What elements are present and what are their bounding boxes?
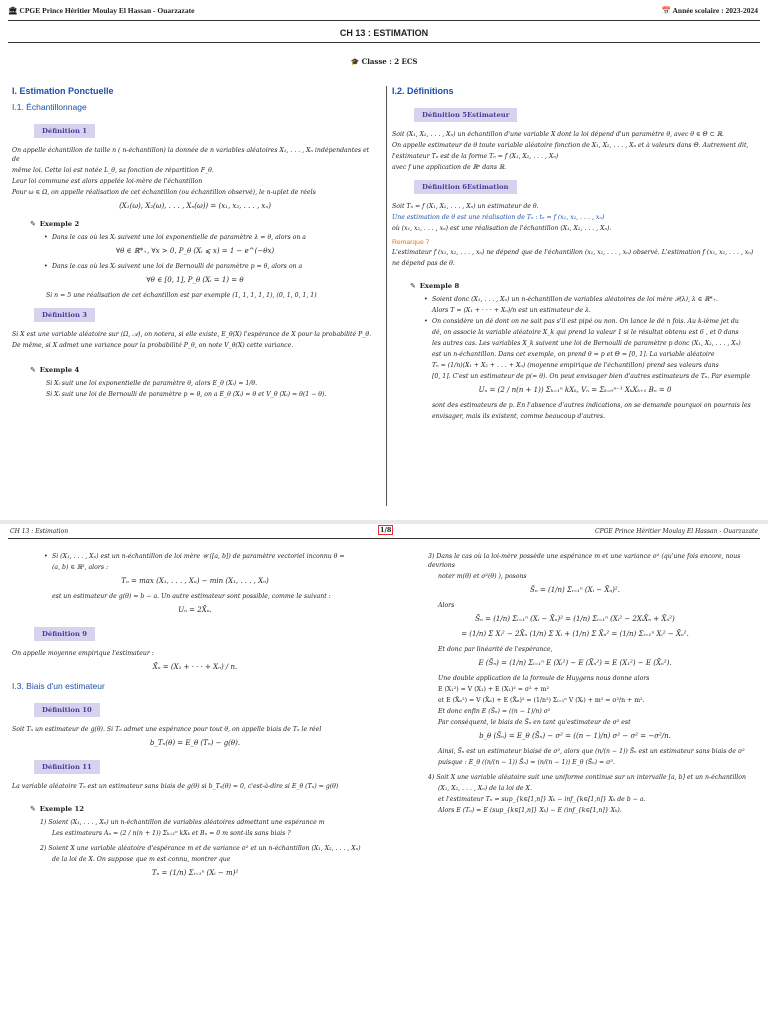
text: Alors (438, 602, 455, 609)
page1-left-column (12, 86, 378, 520)
header-rule (8, 20, 760, 21)
footer-rule (8, 538, 760, 539)
text: est un estimateur de g(θ) = b − a. Un autre estimateur sont possible, comme le suivant : (52, 593, 331, 600)
example-2-heading: ✎ Exemple 2 (30, 220, 80, 228)
subsection-title: I.2. Définitions (392, 86, 454, 96)
formula: Uₙ = 2X̄ₙ. (178, 606, 212, 614)
def9-text: On appelle moyenne empirique l'estimateur : (12, 650, 154, 657)
def5-line: l'estimateur Tₙ est de la forme Tₙ = f (X₁, X₂, . . . , Xₙ) (392, 153, 559, 160)
remark-7-title: Remarque 7 (392, 239, 430, 246)
ex8-item-cont: dé, on associe la variable aléatoire X_k qui prend la valeur 1 si le résultat obtenu est 6 , et 0 dans (432, 329, 739, 336)
def10-formula: b_Tₙ(θ) = E_θ (Tₙ) − g(θ). (149, 739, 241, 747)
definition-6-badge: Définition 6Estimation (414, 180, 517, 194)
text: Une double application de la formule de Huygens nous donne alors (438, 675, 650, 682)
bullet-cont: (a, b) ∈ ℝ², alors : (52, 564, 109, 571)
classe-label: 🎓 Classe : 2 ECS (350, 57, 418, 66)
page-2 (0, 524, 768, 1024)
formula: et E (X̄ₙ²) = V (X̄ₙ) + E (X̄ₙ)² = (1/n²) Σᵢ₌₁ⁿ V (Xᵢ) + m² = σ²/n + m². (438, 697, 645, 704)
formula: Alors E (Tₙ) = E (sup_{k∈[1,n]} Xₖ) − E (inf_{k∈[1,n]} Xₖ). (438, 807, 622, 814)
rem7-line: L'estimateur f (x₁, x₂, . . . , xₙ) ne dépend que de l'échantillon (x₁, x₂, . . . , xₙ) observé. L'estimation f (x₁, x₂, . . . , xₙ) (392, 249, 754, 256)
formula: E (X₁²) = V (X₁) + E (X₁)² = σ² + m² (438, 686, 550, 693)
definition-3-badge: Définition 3 (34, 308, 95, 322)
def3-line: De même, si X admet une variance pour la probabilité P_θ, on note V_θ(X) cette variance. (12, 342, 294, 349)
title-rule (8, 42, 760, 43)
pencil-icon: ✎ (410, 282, 416, 290)
item-3-cont: noter m(θ) et σ²(θ) ), posons (438, 573, 527, 580)
subsection-title: I.3. Biais d'un estimateur (12, 681, 105, 691)
page2-right-column (392, 552, 758, 1024)
graduation-cap-icon: 🎓 (350, 57, 362, 66)
header-left: 🏛 CPGE Prince Héritier Moulay El Hassan - Ouarzazate (8, 6, 195, 15)
def5-line: Soit (X₁, X₂, . . . , Xₙ) un échantillon d'une variable X dont la loi dépend d'un paramètre θ, avec θ ∈ Θ ⊂ ℝ. (392, 131, 724, 138)
formula: S̃ₙ = (1/n) Σᵢ₌₁ⁿ (Xᵢ − X̄ₙ)². (530, 586, 620, 594)
definition-10-badge: Définition 10 (34, 703, 100, 717)
ex8-tail: envisager, mais ils existent, comme beaucoup d'autres. (432, 413, 605, 420)
item-4-cont: (X₁, X₂, . . . , Xₙ) de la loi de X. (438, 785, 532, 792)
definition-11-badge: Définition 11 (34, 760, 100, 774)
formula: et l'estimateur Tₙ = sup_{k∈[1,n]} Xₖ − inf_{k∈[1,n]} Xₖ de b − a. (438, 796, 646, 803)
def11-text: La variable aléatoire Tₙ est un estimateur sans biais de g(θ) si b_Tₙ(θ) = 0, c'est-à-dire si E_θ (Tₙ) = g(θ) (12, 783, 339, 790)
column-divider (386, 86, 387, 506)
institution-icon: 🏛 (8, 6, 20, 15)
page2-left-column (12, 552, 378, 1024)
definition-9-badge: Définition 9 (34, 627, 95, 641)
pencil-icon: ✎ (30, 220, 36, 228)
bullet-item: • Si (X₁, . . . , Xₙ) est un n-échantillon de loi mère 𝒰 ([a, b]) de paramètre vectoriel inconnu θ = (52, 552, 378, 561)
ex2-item: • Dans le cas où les Xᵢ suivent une loi exponentielle de paramètre λ = θ, alors on a (52, 233, 378, 242)
def10-text: Soit Tₙ un estimateur de g(θ). Si Tₙ admet une espérance pour tout θ, on appelle biais de Tₙ le réel (12, 726, 322, 733)
ex12-formula: Tₙ = (1/n) Σᵢ₌₁ⁿ (Xᵢ − m)² (151, 869, 239, 877)
formula: E (S̃ₙ) = (1/n) Σᵢ₌₁ⁿ E (Xᵢ²) − E (X̄ₙ²) = E (X₁²) − E (X̄ₙ²). (478, 659, 672, 667)
definition-1-badge: Définition 1 (34, 124, 95, 138)
def5-line: On appelle estimateur de θ toute variable aléatoire fonction de X₁, X₂, . . . , Xₙ et à valeurs dans Θ. Autrement dit, (392, 142, 749, 149)
def1-line: Leur loi commune est alors appelée loi-mère de l'échantillon (12, 178, 203, 185)
def9-formula: X̄ₙ = (X₁ + · · · + Xₙ) / n. (152, 663, 238, 671)
ex12-item: 1) Soient (X₁, . . . , Xₙ) un n-échantillon de variables aléatoires admettant une espérance m (40, 819, 325, 826)
subsection-title: I.1. Échantillonnage (12, 102, 87, 112)
ex8-item-cont: les autres cas. Les variables X_k suivent une loi de Bernoulli de paramètre p donc (X₁, X₂, . . . , Xₙ) (432, 340, 741, 347)
ex8-tail: sont des estimateurs de p. En l'absence d'autres indications, on se demande pourquoi on pourrais les (432, 402, 751, 409)
text: puisque : E_θ ((n/(n − 1)) S̃ₙ) = (n/(n − 1)) E_θ (S̃ₙ) = σ². (438, 759, 615, 766)
ex8-item-cont: est un n-échantillon. Dans cet exemple, on prend θ = p et Θ = [0, 1]. La variable aléatoire (432, 351, 715, 358)
ex8-item-cont: Alors T = (X₁ + · · · + Xₙ)/n est un estimateur de λ. (432, 307, 591, 314)
formula: b_θ (S̃ₙ) = E_θ (S̃ₙ) − σ² = ((n − 1)/n) σ² − σ² = −σ²/n. (479, 732, 671, 740)
def1-line: On appelle échantillon de taille n ( n-échantillon) la donnée de n variables aléatoires X₁, . . . , Xₙ indépendantes et de (12, 147, 370, 163)
formula: Tₙ = max (X₁, . . . , Xₙ) − min (X₁, . . . , Xₙ) (121, 577, 269, 585)
definition-5-badge: Définition 5Estimateur (414, 108, 517, 122)
def1-formula: (X₁(ω), X₂(ω), . . . , Xₙ(ω)) = (x₁, x₂, . . . , xₙ) (119, 202, 271, 210)
ex4-line: Si Xᵢ suit une loi de Bernoulli de paramètre p = θ, on a E_θ (Xᵢ) = θ et V_θ (Xᵢ) = θ(1 − θ). (46, 391, 327, 398)
ex2-note: Si n = 5 une réalisation de cet échantillon est par exemple (1, 1, 1, 1, 1), (0, 1, 0, 1, 1) (46, 292, 317, 299)
text: Ainsi, S̃ₙ est un estimateur biaisé de σ², alors que (n/(n − 1)) S̃ₙ est un estimateur sans biais de σ² (438, 748, 745, 755)
example-8-heading: ✎ Exemple 8 (410, 282, 460, 290)
text: Par conséquent, le biais de S̃ₙ en tant qu'estimateur de σ² est (438, 719, 631, 726)
ex4-line: Si Xᵢ suit une loi exponentielle de paramètre θ, alors E_θ (Xᵢ) = 1/θ. (46, 380, 258, 387)
def6-line: Soit Tₙ = f (X₁, X₂, . . . , Xₙ) un estimateur de θ. (392, 203, 539, 210)
chapter-title: CH 13 : ESTIMATION (339, 28, 429, 38)
rem7-line: ne dépend pas de θ. (392, 260, 455, 267)
item-4: 4) Soit X une variable aléatoire suit une uniforme continue sur un intervalle [a, b] et un n-échantillon (428, 774, 746, 781)
def1-line: Pour ω ∈ Ω, on appelle réalisation de cet échantillon (ou échantillon observé), le n-uplet de réels (12, 189, 316, 196)
def5-line: avec f une application de ℝⁿ dans ℝ. (392, 164, 507, 171)
page1-right-column (392, 86, 758, 520)
ex2-formula: ∀θ ∈ [0, 1], P_θ (Xᵢ = 1) = θ (146, 276, 244, 284)
def6-line: Une estimation de θ est une réalisation de Tₙ : tₙ = f (x₁, x₂, . . . , xₙ) (392, 214, 605, 221)
text: Et donc par linéarité de l'espérance, (438, 646, 553, 653)
footer-right: CPGE Prince Héritier Moulay El Hassan - Ouarzazate (595, 528, 758, 535)
ex8-item: • On considère un dé dont on ne sait pas s'il est pipé ou non. On lance le dé n fois. Au k-ième jet du (432, 317, 758, 326)
ex8-formula: Uₙ = (2 / n(n + 1)) Σₖ₌₁ⁿ kXₖ, Vₙ = Σₖ₌₀ⁿ⁻¹ XₖXₖ₊₁ Bₙ = 0 (478, 386, 672, 394)
text: Et donc enfin E (S̃ₙ) = ((n − 1)/n) σ² (438, 708, 551, 715)
ex12-item-cont: de la loi de X. On suppose que m est connu, montrer que (52, 856, 231, 863)
pencil-icon: ✎ (30, 805, 36, 813)
def6-line: où (x₁, x₂, . . . , xₙ) est une réalisation de l'échantillon (X₁, X₂, . . . , Xₙ). (392, 225, 612, 232)
def1-line: même loi. Cette loi est notée L_θ, sa fonction de répartition F_θ. (12, 167, 214, 174)
example-4-heading: ✎ Exemple 4 (30, 366, 80, 374)
example-12-heading: ✎ Exemple 12 (30, 805, 84, 813)
item-3: 3) Dans le cas où la loi-mère possède une espérance m et une variance σ² (qu'une fois encore, nous devrions (428, 553, 741, 569)
ex2-item: • Dans le cas où les Xᵢ suivent une loi de Bernoulli de paramètre p = θ, alors on a (52, 262, 378, 271)
ex12-item: 2) Soient X une variable aléatoire d'espérance m et de variance σ² et un n-échantillon (X₁, X₂, . . . , Xₙ) (40, 845, 361, 852)
ex12-item-cont: Les estimateurs Aₙ = (2 / n(n + 1)) Σₖ₌₁ⁿ kXₖ et Bₙ = 0 m sont-ils sans biais ? (52, 830, 291, 837)
formula: S̃ₙ = (1/n) Σᵢ₌₁ⁿ (Xᵢ − X̄ₙ)² = (1/n) Σᵢ₌₁ⁿ (Xᵢ² − 2XᵢX̄ₙ + X̄ₙ²) (475, 615, 675, 623)
section-title: I. Estimation Ponctuelle (12, 86, 114, 96)
ex2-formula: ∀θ ∈ ℝ*₊, ∀x > 0, P_θ (Xᵢ ⩽ x) = 1 − e^(−θx) (115, 247, 275, 255)
ex8-item-cont: Tₙ = (1/n)(X₁ + X₂ + . . . + Xₙ) (moyenne empirique de l'échantillon) prend ses valeurs dans (432, 362, 719, 369)
footer-left: CH 13 : Estimation (10, 528, 69, 535)
ex8-item-cont: [0, 1]. C'est un estimateur de p(= θ). On peut envisager bien d'autres estimateurs de Tₙ. Par exemple (432, 373, 751, 380)
pencil-icon: ✎ (30, 366, 36, 374)
header-right: 📅 Année scolaire : 2023-2024 (661, 6, 758, 15)
formula: = (1/n) Σ Xᵢ² − 2X̄ₙ (1/n) Σ Xᵢ + (1/n) Σ X̄ₙ² = (1/n) Σᵢ₌₁ⁿ Xᵢ² − X̄ₙ². (461, 630, 689, 638)
def3-line: Si X est une variable aléatoire sur (Ω, 𝒜), on notera, si elle existe, E_θ(X) l'espérance de X pour la probabilité P_θ. (12, 331, 372, 338)
page-number: 1/8 (380, 526, 392, 534)
calendar-icon: 📅 (661, 6, 673, 15)
ex8-item: • Soient donc (X₁, . . . , Xₙ) un n-échantillon de variables aléatoires de loi mère 𝒫(λ), λ ∈ ℝ*₊. (432, 295, 758, 304)
